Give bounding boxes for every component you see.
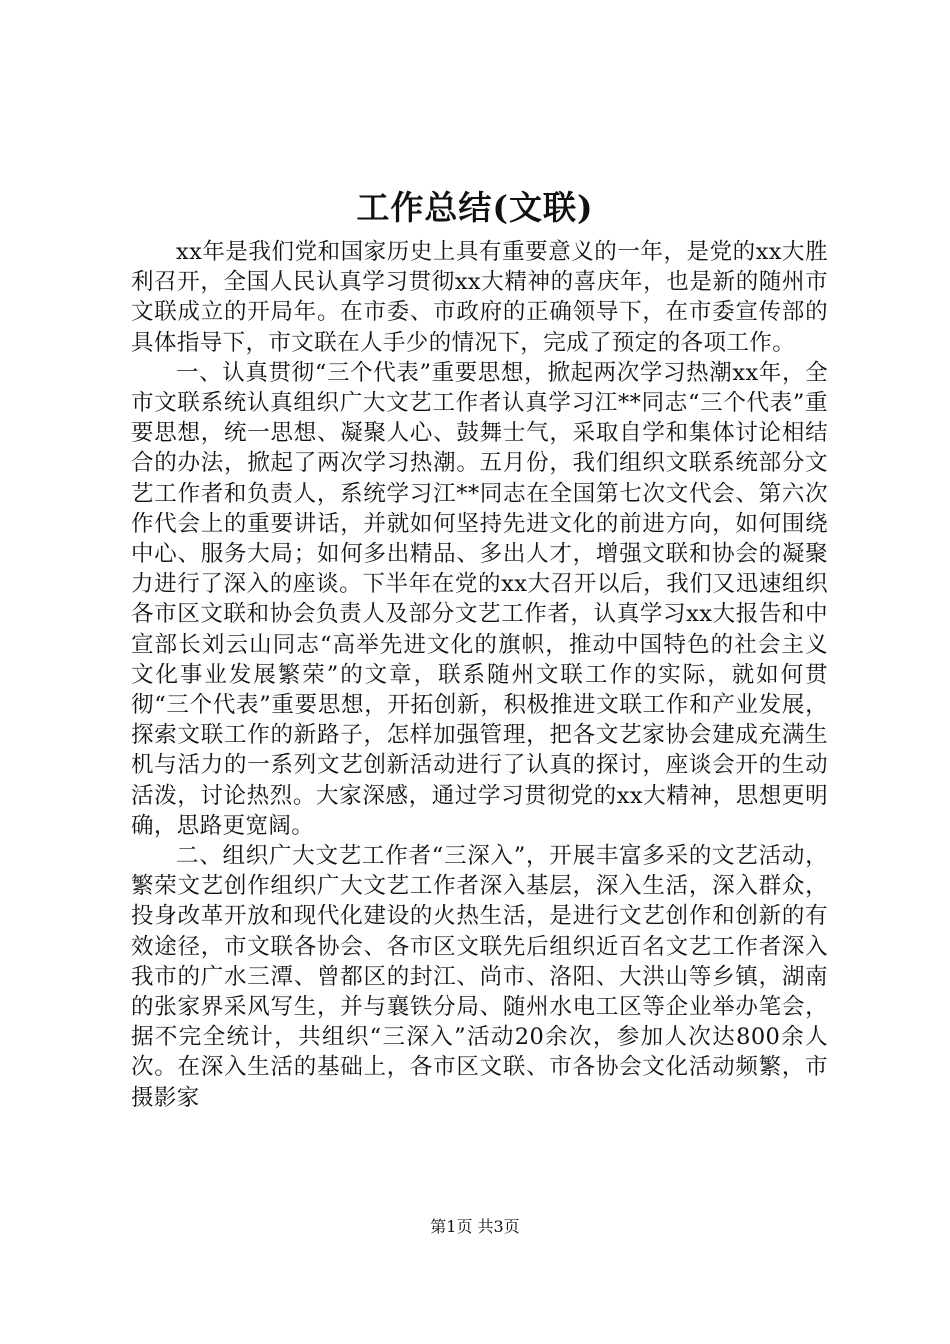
document-body (131, 237, 828, 1113)
paragraph-section-2: 二、组织广大文艺工作者“三深入”，开展丰富多采的文艺活动，繁荣文艺创作组织广大文艺工作者深入基层，深入生活，深入群众，投身改革开放和现代化建设的火热生活，是进行文艺创作和创新的有效途径，市文联各协会、各市区文联先后组织近百名文艺工作者深入我市的广水三潭、曾都区的封江、尚市、洛阳、大洪山等乡镇，湖南的张家界采风写生，并与襄铁分局、随州水电工区等企业举办笔会，据不完全统计，共组织“三深入”活动20余次，参加人次达800余人次。在深入生活的基础上，各市区文联、市各协会文化活动频繁，市摄影家 (131, 843, 828, 1111)
paragraph-section-1: 一、认真贯彻“三个代表”重要思想，掀起两次学习热潮xx年，全市文联系统认真组织广大文艺工作者认真学习江**同志“三个代表”重要思想，统一思想、凝聚人心、鼓舞士气，采取自学和集体讨论相结合的办法，掀起了两次学习热潮。五月份，我们组织文联系统部分文艺工作者和负责人，系统学习江**同志在全国第七次文代会、第六次作代会上的重要讲话，并就如何坚持先进文化的前进方向，如何围绕中心、服务大局；如何多出精品、多出人才，增强文联和协会的凝聚力进行了深入的座谈。下半年在党的xx大召开以后，我们又迅速组织各市区文联和协会负责人及部分文艺工作者，认真学习xx大报告和中宣部长刘云山同志“高举先进文化的旗帜，推动中国特色的社会主义文化事业发展繁荣”的文章，联系随州文联工作的实际，就如何贯彻“三个代表”重要思想，开拓创新，积极推进文联工作和产业发展，探索文联工作的新路子，怎样加强管理，把各文艺家协会建成充满生机与活力的一系列文艺创新活动进行了认真的探讨，座谈会开的生动活泼，讨论热烈。大家深感，通过学习贯彻党的xx大精神，思想更明确，思路更宽阔。 (131, 359, 828, 839)
paragraph-intro: xx年是我们党和国家历史上具有重要意义的一年，是党的xx大胜利召开，全国人民认真学习贯彻xx大精神的喜庆年，也是新的随州市文联成立的开局年。在市委、市政府的正确领导下，在市委宣传部的具体指导下，市文联在人手少的情况下，完成了预定的各项工作。 (131, 239, 828, 356)
document-title: 工作总结(文联) (356, 188, 594, 227)
page-footer: 第1页 共3页 (430, 1217, 520, 1236)
